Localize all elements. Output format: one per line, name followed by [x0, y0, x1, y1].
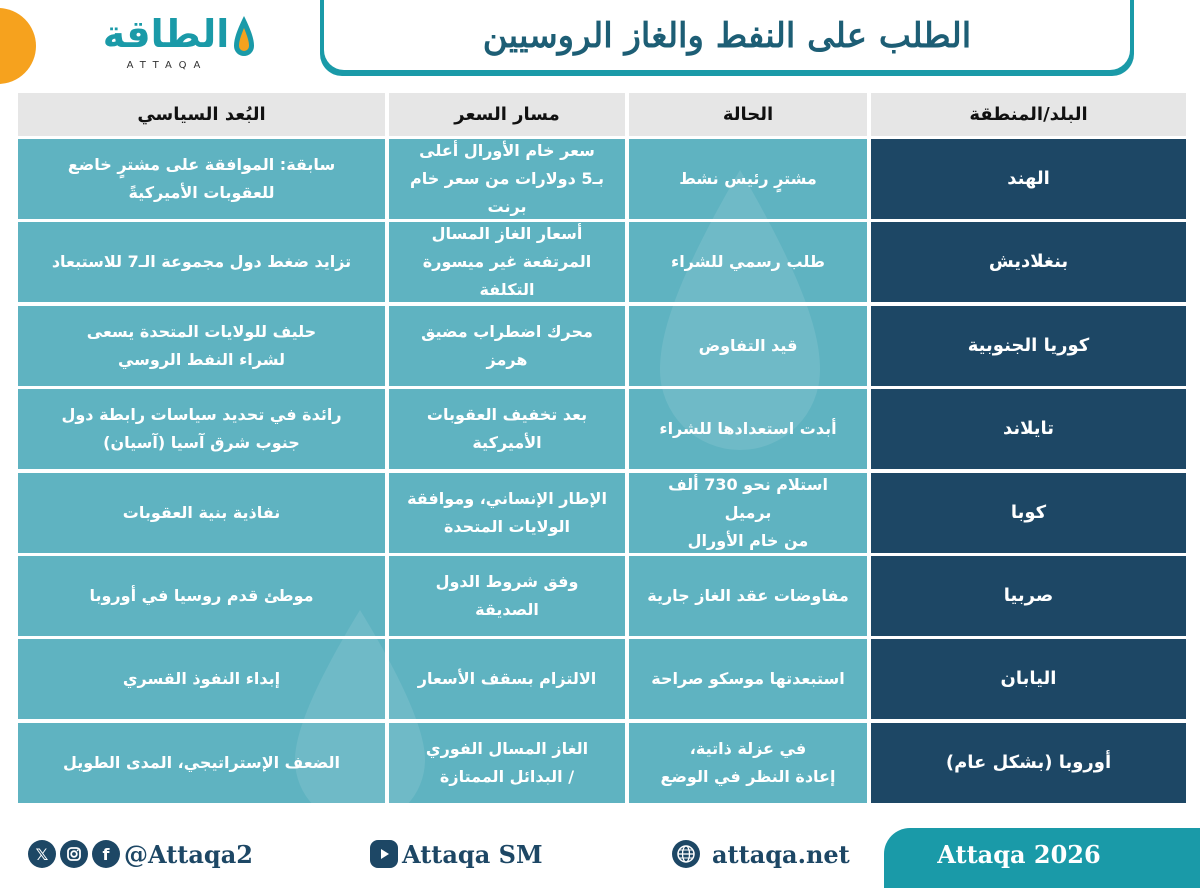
- globe-icon: [672, 840, 700, 868]
- page-title: الطلب على النفط والغاز الروسيين: [482, 16, 972, 56]
- region-cell: كوبا: [871, 473, 1186, 553]
- decorative-orange-circle: [0, 8, 36, 84]
- political-dimension-cell: سابقة: الموافقة على مشترٍ خاضع للعقوبات الأميركيةً: [18, 139, 385, 219]
- price-path-cell: الالتزام بسقف الأسعار: [389, 639, 625, 719]
- column-header: البُعد السياسي: [18, 93, 385, 136]
- demand-table: [18, 93, 1186, 806]
- political-dimension-cell: الضعف الإستراتيجي، المدى الطويل: [18, 723, 385, 803]
- attaqa-logo: [96, 10, 266, 74]
- status-cell: طلب رسمي للشراء: [629, 222, 867, 302]
- facebook-icon[interactable]: f: [92, 840, 120, 868]
- region-cell: اليابان: [871, 639, 1186, 719]
- price-path-cell: محرك اضطراب مضيق هرمز: [389, 306, 625, 386]
- status-cell: مفاوضات عقد الغاز جارية: [629, 556, 867, 636]
- x-icon[interactable]: 𝕏: [28, 840, 56, 868]
- social-links: [28, 836, 253, 872]
- youtube-icon: [370, 840, 398, 868]
- political-dimension-cell: حليف للولايات المتحدة يسعى لشراء النفط الروسي: [18, 306, 385, 386]
- region-cell: أوروبا (بشكل عام): [871, 723, 1186, 803]
- price-path-cell: الإطار الإنساني، وموافقة الولايات المتحدة: [389, 473, 625, 553]
- political-dimension-cell: نفاذية بنية العقوبات: [18, 473, 385, 553]
- status-cell: أبدت استعدادها للشراء: [629, 389, 867, 469]
- copyright-text: Attaqa 2026: [937, 840, 1101, 869]
- website-url: attaqa.net: [712, 839, 850, 869]
- status-cell: استلام نحو 730 ألف برميل من خام الأورال: [629, 473, 867, 553]
- political-dimension-cell: تزايد ضغط دول مجموعة الـ7 للاستبعاد: [18, 222, 385, 302]
- copyright-banner: [884, 828, 1200, 888]
- political-dimension-cell: موطئ قدم روسيا في أوروبا: [18, 556, 385, 636]
- status-cell: استبعدتها موسكو صراحة: [629, 639, 867, 719]
- instagram-icon[interactable]: [60, 840, 88, 868]
- column-header: البلد/المنطقة: [871, 93, 1186, 136]
- social-handle[interactable]: @Attaqa2: [124, 839, 253, 869]
- price-path-cell: وفق شروط الدول الصديقة: [389, 556, 625, 636]
- youtube-link[interactable]: [370, 836, 543, 872]
- political-dimension-cell: إبداء النفوذ القسري: [18, 639, 385, 719]
- column-header: الحالة: [629, 93, 867, 136]
- logo-subtitle: ATTAQA: [126, 60, 208, 71]
- youtube-handle: Attaqa SM: [402, 839, 543, 869]
- drop-icon: [232, 14, 256, 60]
- region-cell: تايلاند: [871, 389, 1186, 469]
- political-dimension-cell: رائدة في تحديد سياسات رابطة دول جنوب شرق آسيا (آسيان): [18, 389, 385, 469]
- price-path-cell: الغاز المسال الفوري / البدائل الممتازة: [389, 723, 625, 803]
- column-header: مسار السعر: [389, 93, 625, 136]
- region-cell: كوريا الجنوبية: [871, 306, 1186, 386]
- region-cell: صربيا: [871, 556, 1186, 636]
- status-cell: قيد التفاوض: [629, 306, 867, 386]
- region-cell: بنغلاديش: [871, 222, 1186, 302]
- website-link[interactable]: [672, 836, 850, 872]
- region-cell: الهند: [871, 139, 1186, 219]
- price-path-cell: بعد تخفيف العقوبات الأميركية: [389, 389, 625, 469]
- logo-wordmark: الطاقة: [102, 12, 230, 56]
- price-path-cell: سعر خام الأورال أعلى بـ5 دولارات من سعر خام برنت: [389, 139, 625, 219]
- status-cell: مشترٍ رئيس نشط: [629, 139, 867, 219]
- price-path-cell: أسعار الغاز المسال المرتفعة غير ميسورة التكلفة: [389, 222, 625, 302]
- title-banner: [320, 0, 1134, 76]
- status-cell: في عزلة ذاتية، إعادة النظر في الوضع: [629, 723, 867, 803]
